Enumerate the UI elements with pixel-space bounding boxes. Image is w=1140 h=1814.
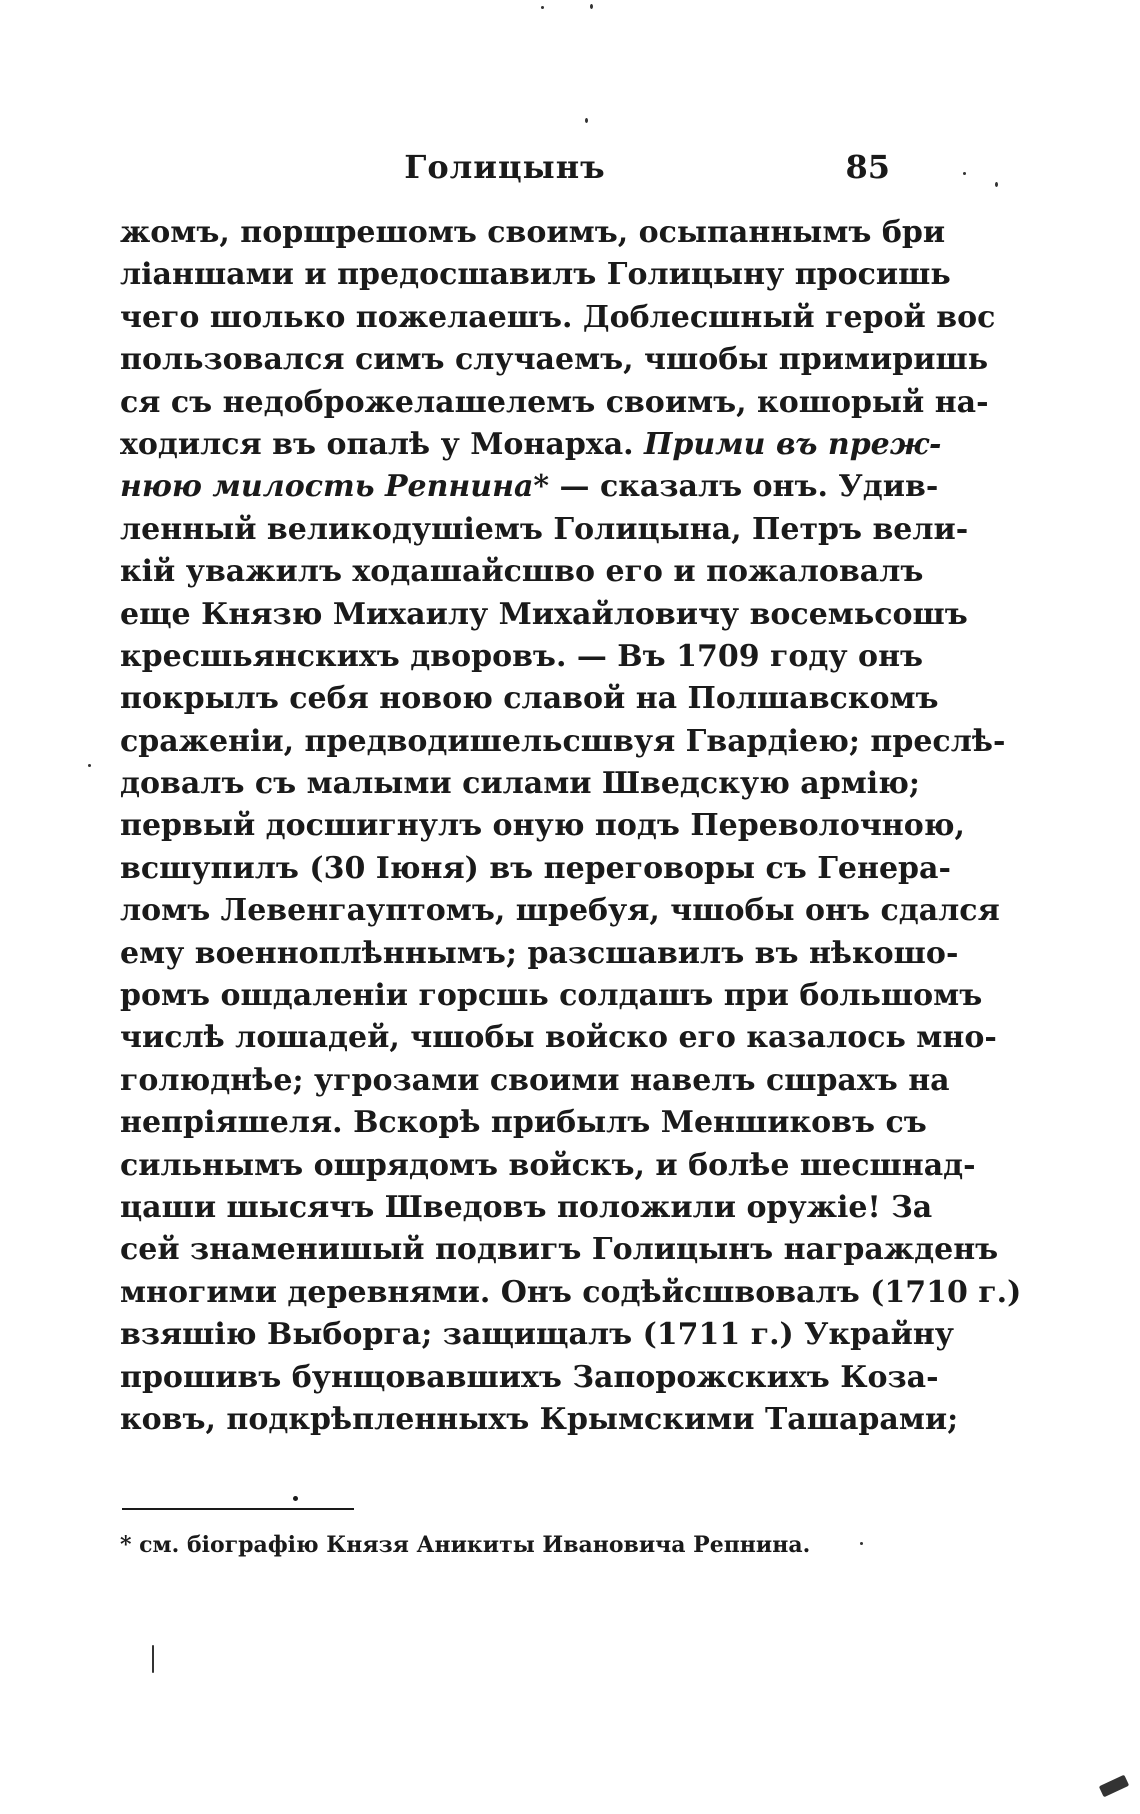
footnote: * см. біографію Князя Аникиты Ивановича Репнина. [120, 1532, 811, 1558]
text-line: числѣ лошадей, чшобы войско его казалось мно- [120, 1020, 997, 1056]
print-speck [963, 172, 966, 175]
text-line: прошивъ бунщовавшихъ Запорожскихъ Коза- [120, 1359, 939, 1395]
text-line: ломъ Левенгауптомъ, шребуя, чшобы онъ сдался [120, 893, 1000, 929]
text-line: кій уважилъ ходашайсшво его и пожаловалъ [120, 554, 924, 590]
text-line: еще Князю Михаилу Михайловичу восемьсошъ [120, 596, 968, 632]
text-line: чего шолько пожелаешъ. Доблесшный герой вос [120, 299, 996, 335]
print-speck [88, 764, 91, 767]
text-line: кресшьянскихъ дворовъ. — Въ 1709 году онъ [120, 638, 924, 674]
text-line: сраженіи, предводишельсшвуя Гвардіею; преслѣ- [120, 723, 1006, 759]
text-line: ему военноплѣннымъ; разсшавилъ въ нѣкошо- [120, 935, 959, 971]
text-line: взяшію Выборга; защищалъ (1711 г.) Украйну [120, 1317, 955, 1353]
emphasis: Прими въ преж- [644, 426, 942, 462]
text-line: цаши шысячъ Шведовъ положили оружіе! За [120, 1189, 933, 1225]
running-title: Голицынъ [404, 148, 606, 186]
running-head [120, 148, 890, 192]
text-line: ковъ, подкрѣпленныхъ Крымскими Ташарами; [120, 1401, 959, 1437]
text-line: всшупилъ (30 Іюня) въ переговоры съ Генера- [120, 850, 951, 886]
text-line: первый досшигнулъ оную подъ Переволочною, [120, 808, 965, 844]
footnote-rule [122, 1508, 354, 1510]
body-text [120, 212, 1022, 1441]
text-line: голюднѣе; угрозами своими навелъ сшрахъ на [120, 1062, 950, 1098]
text-line: многими деревнями. Онъ содѣйсшвовалъ (1710 г.) [120, 1274, 1022, 1310]
text-line: нюю милость Репнина* — сказалъ онъ. Удив- [120, 469, 939, 505]
print-speck [860, 1542, 863, 1545]
text-line: пользовался симъ случаемъ, чшобы примиришь [120, 342, 989, 378]
text-line: сильнымъ ошрядомъ войскъ, и болѣе шесшнад- [120, 1147, 976, 1183]
text-line: ліаншами и предосшавилъ Голицыну просишь [120, 257, 951, 293]
text-line: сей знаменишый подвигъ Голицынъ награжденъ [120, 1232, 999, 1268]
footnote-rule-dot [293, 1496, 298, 1501]
text-line: ромъ ошдаленіи горсшь солдашъ при большомъ [120, 978, 983, 1014]
print-speck [585, 118, 588, 123]
print-speck [1099, 1775, 1129, 1798]
text-line: жомъ, поршрешомъ своимъ, осыпаннымъ бри [120, 215, 946, 250]
print-speck [541, 6, 544, 9]
text-line: ходился въ опалѣ у Монарха. Прими въ преж- [120, 426, 942, 462]
text-line: ся съ недоброжелашелемъ своимъ, кошорый на- [120, 384, 989, 420]
print-speck [590, 4, 593, 9]
emphasis: нюю милость Репнина [120, 469, 534, 505]
print-speck [152, 1645, 154, 1673]
text-line: покрылъ себя новою славой на Полшавскомъ [120, 681, 939, 717]
print-speck [995, 182, 998, 187]
text-line: довалъ съ малыми силами Шведскую армію; [120, 766, 920, 802]
text-line: непріяшеля. Вскорѣ прибылъ Меншиковъ съ [120, 1105, 927, 1141]
page-number: 85 [845, 148, 890, 186]
text-line: ленный великодушіемъ Голицына, Петръ вели- [120, 511, 969, 547]
